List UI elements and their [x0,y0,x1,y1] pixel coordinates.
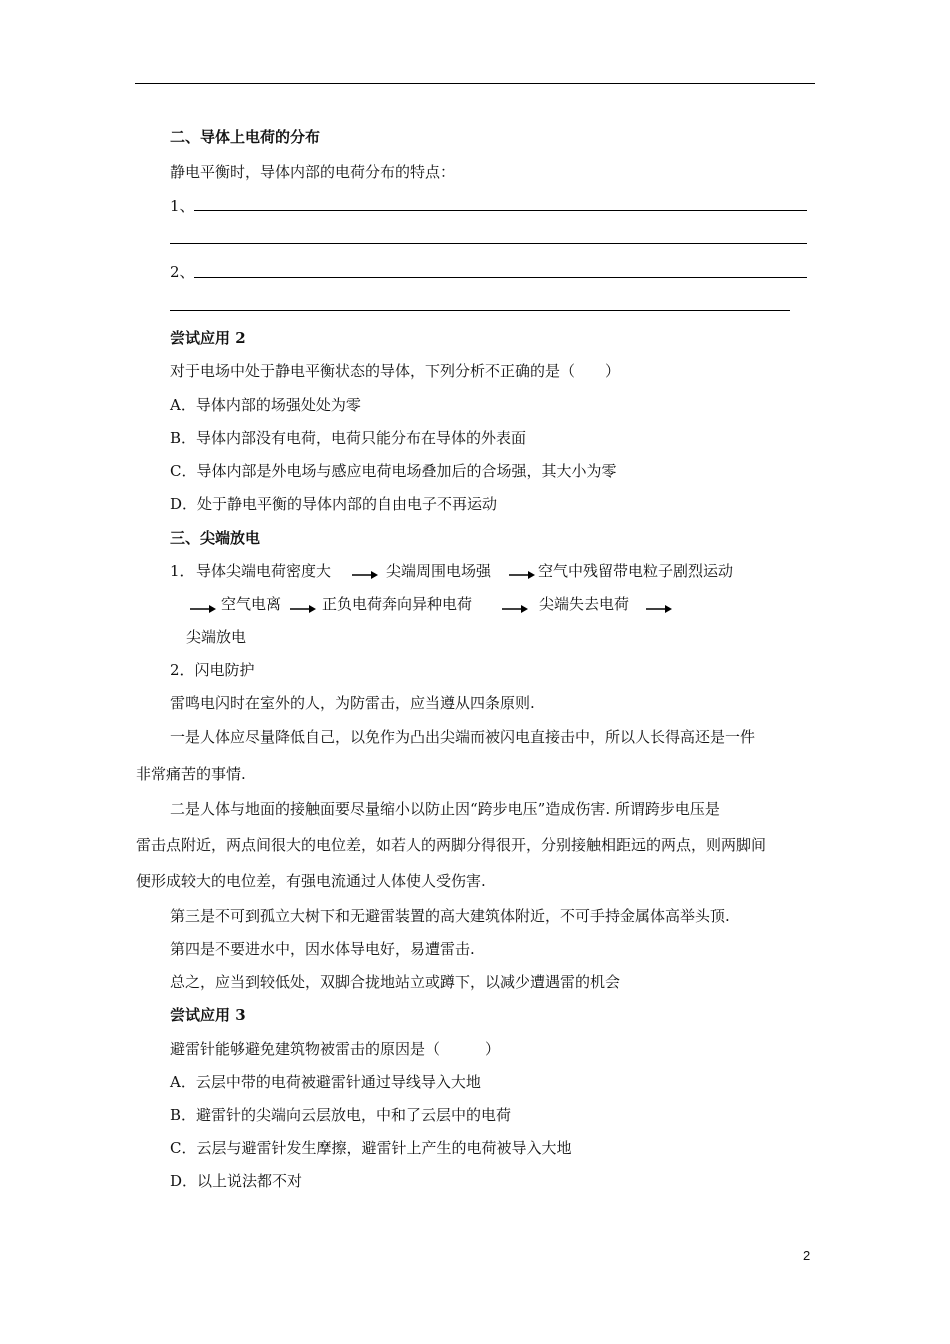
page-number: 2 [803,1248,811,1263]
chain-step-6: 尖端失去电荷 [539,595,630,613]
arrow-icon [190,604,216,614]
chain-step-5: 正负电荷奔向异种电荷 [322,595,473,613]
chain-step-2: 尖端周围电场强 [386,562,492,580]
lightning-intro: 雷鸣电闪时在室外的人，为防雷击，应当遵从四条原则. [170,694,535,712]
try2-question: 对于电场中处于静电平衡状态的导体，下列分析不正确的是（ ） [170,362,621,380]
rule3: 第三是不可到孤立大树下和无避雷装置的高大建筑体附近，不可手持金属体高举头顶. [170,907,730,925]
chain-step-7: 尖端放电 [186,628,247,646]
try3-title: 尝试应用 3 [170,1006,246,1024]
arrow-icon [502,604,528,614]
try3-option-d: D．以上说法都不对 [170,1172,303,1190]
item1-label: 1、 [170,197,195,215]
arrow-icon [509,570,535,580]
answer-blank-2a[interactable] [194,277,807,278]
try2-title: 尝试应用 2 [170,329,246,347]
try3-option-b: B．避雷针的尖端向云层放电，中和了云层中的电荷 [170,1106,512,1124]
lightning-protection-title: 2．闪电防护 [170,661,255,679]
answer-blank-2b[interactable] [170,310,790,311]
arrow-icon [290,604,316,614]
try2-option-d: D．处于静电平衡的导体内部的自由电子不再运动 [170,495,498,513]
try3-question: 避雷针能够避免建筑物被雷击的原因是（ ） [170,1040,501,1058]
try3-option-a: A．云层中带的电荷被避雷针通过导线导入大地 [170,1073,481,1091]
rule1-line2: 非常痛苦的事情. [136,765,246,783]
try2-option-a: A．导体内部的场强处处为零 [170,396,361,414]
chain-prefix: 1． [170,562,195,580]
arrow-icon [646,604,672,614]
arrow-icon [352,570,378,580]
rule2-line3: 便形成较大的电位差，有强电流通过人体使人受伤害. [136,872,486,890]
rule1-line1: 一是人体应尽量降低自己，以免作为凸出尖端而被闪电直接击中，所以人长得高还是一件 [170,728,756,746]
section3-heading: 三、尖端放电 [170,529,261,547]
rule2-line1: 二是人体与地面的接触面要尽量缩小以防止因“跨步电压”造成伤害. 所谓跨步电压是 [170,800,720,818]
rule4: 第四是不要进水中，因水体导电好，易遭雷击. [170,940,475,958]
chain-step-1: 导体尖端电荷密度大 [196,562,332,580]
answer-blank-1a[interactable] [194,210,807,211]
section2-heading: 二、导体上电荷的分布 [170,128,321,146]
answer-blank-1b[interactable] [170,243,807,244]
try2-option-c: C．导体内部是外电场与感应电荷电场叠加后的合场强，其大小为零 [170,462,617,480]
try3-option-c: C．云层与避雷针发生摩擦，避雷针上产生的电荷被导入大地 [170,1139,572,1157]
try2-option-b: B．导体内部没有电荷，电荷只能分布在导体的外表面 [170,429,527,447]
section2-intro: 静电平衡时，导体内部的电荷分布的特点： [170,163,456,181]
chain-step-4: 空气电离 [221,595,282,613]
item2-label: 2、 [170,263,195,281]
rule2-line2: 雷击点附近，两点间很大的电位差，如若人的两脚分得很开，分别接触相距远的两点，则两脚间 [136,836,767,854]
summary: 总之，应当到较低处，双脚合拢地站立或蹲下，以减少遭遇雷的机会 [170,973,621,991]
header-rule [135,83,815,84]
chain-step-3: 空气中残留带电粒子剧烈运动 [538,562,734,580]
